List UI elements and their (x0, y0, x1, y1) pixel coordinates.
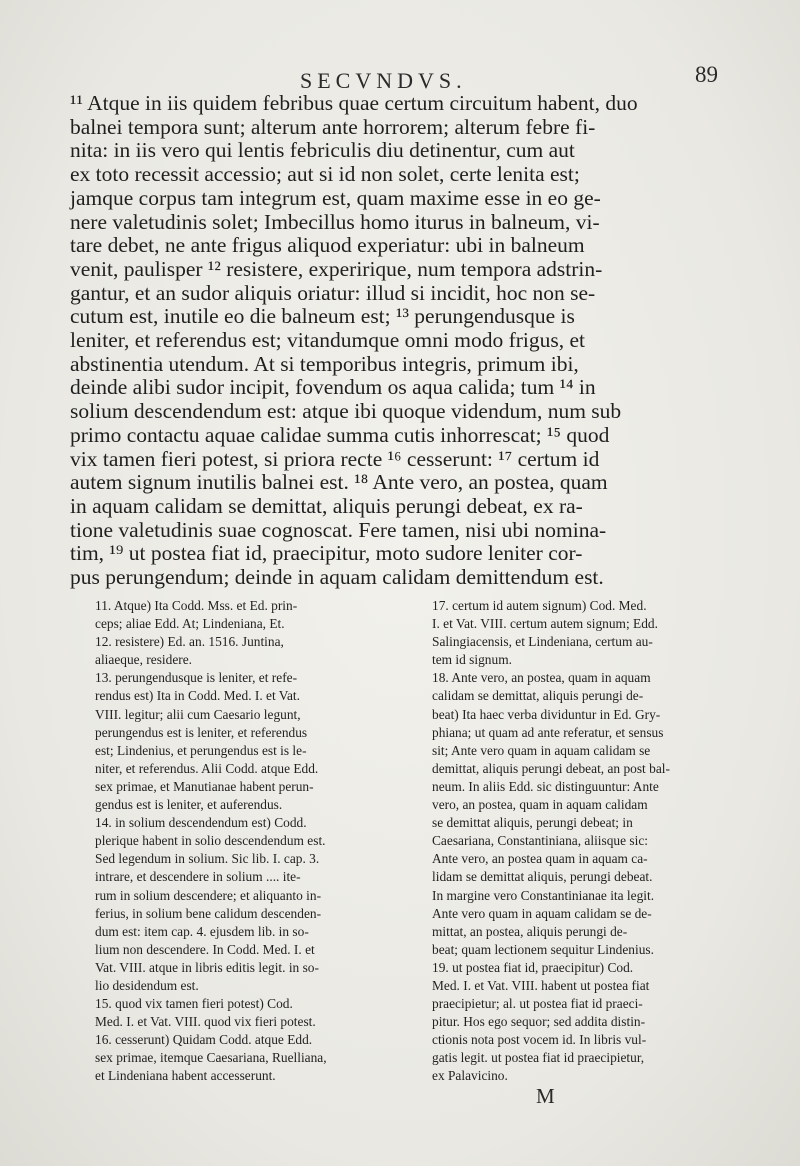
footnote-line: intrare, et descendere in solium .... ite- (95, 869, 301, 885)
main-text-line: jamque corpus tam integrum est, quam maxime esse in eo ge- (70, 185, 601, 210)
footnote-line: vero, an postea, quam in aquam calidam (432, 797, 648, 813)
main-text-line: ¹¹ Atque in iis quidem febribus quae certum circuitum habent, duo (70, 91, 638, 115)
footnote-line: mittat, an postea, aliquis perungi de- (432, 923, 628, 939)
main-text-line: cutum est, inutile eo die balneum est; ¹³ perungendusque is (70, 304, 575, 329)
footnote-line: beat; quam lectionem sequitur Lindenius. (432, 941, 654, 957)
footnote-line: ctionis nota post vocem id. In libris vul- (432, 1032, 647, 1048)
main-text-line: primo contactu aquae calidae summa cutis inhorrescat; ¹⁵ quod (70, 422, 610, 447)
main-text-line: tione valetudinis suae cognoscat. Fere tamen, nisi ubi nomina- (70, 517, 607, 542)
footnote-line: beat) Ita haec verba dividuntur in Ed. Gry- (432, 706, 661, 722)
footnote-line: sex primae, itemque Caesariana, Ruelliana, (95, 1050, 327, 1066)
footnote-line: calidam se demittat, aliquis perungi de- (432, 688, 644, 704)
main-text-line: vix tamen fieri potest, si priora recte ¹⁶ cesserunt: ¹⁷ certum id (70, 446, 600, 471)
footnote-line: ceps; aliae Edd. At; Lindeniana, Et. (95, 616, 285, 632)
footnote-line: perungendus est is leniter, et referendus (95, 724, 308, 740)
main-text-line: leniter, et referendus est; vitandumque omni modo frigus, et (70, 328, 586, 353)
main-text-line: tim, ¹⁹ ut postea fiat id, praecipitur, moto sudore leniter cor- (70, 541, 583, 566)
footnote-line: rendus est) Ita in Codd. Med. I. et Vat. (95, 688, 301, 704)
footnote-line: Sed legendum in solium. Sic lib. I. cap. 3. (95, 851, 320, 867)
footnote-line: sit; Ante vero quam in aquam calidam se (432, 742, 651, 758)
footnote-line: Salingiacensis, et Lindeniana, certum au- (432, 634, 653, 650)
footnote-line: Ante vero, an postea quam in aquam ca- (432, 851, 648, 867)
footnote-line: plerique habent in solio descendendum est. (95, 833, 326, 849)
footnotes-left-column (95, 597, 425, 1086)
footnote-line: demittat, aliquis perungi debeat, an post bal- (432, 760, 670, 776)
footnote-line: gatis legit. ut postea fiat id praecipietur, (432, 1050, 645, 1066)
main-text-line: tare debet, ne ante frigus aliquod experiatur: ubi in balneum (70, 233, 585, 258)
footnote-line: rum in solium descendere; et aliquanto in- (95, 887, 322, 903)
footnote-line: Caesariana, Constantiniana, aliisque sic: (432, 833, 649, 849)
main-text-line: autem signum inutilis balnei est. ¹⁸ Ante vero, an postea, quam (70, 470, 608, 495)
footnote-line: 13. perungendusque is leniter, et refe- (95, 670, 298, 686)
main-text-line: venit, paulisper ¹² resistere, experirique, num tempora adstrin- (70, 256, 603, 281)
footnote-line: Ante vero quam in aquam calidam se de- (432, 905, 652, 921)
footnote-line: Med. I. et Vat. VIII. habent ut postea fiat (432, 977, 650, 993)
running-title: SECVNDVS. (300, 68, 467, 93)
footnote-line: 17. certum id autem signum) Cod. Med. (432, 598, 647, 613)
footnote-line: lidam se demittat aliquis, perungi debeat. (432, 869, 653, 885)
main-text-line: nita: in iis vero qui lentis febriculis diu detinentur, cum aut (70, 138, 575, 163)
footnote-line: Vat. VIII. atque in libris editis legit. in so- (95, 959, 319, 975)
main-text-line: deinde alibi sudor incipit, fovendum os aqua calida; tum ¹⁴ in (70, 375, 596, 400)
footnote-line: sex primae, et Manutianae habent perun- (95, 778, 314, 794)
footnote-line: ferius, in solium bene calidum descenden- (95, 905, 322, 921)
footnote-line: phiana; ut quam ad ante referatur, et sensus (432, 724, 664, 740)
footnote-line: ex Palavicino. (432, 1068, 508, 1084)
footnote-line: et Lindeniana habent accesserunt. (95, 1068, 276, 1084)
footnote-line: 12. resistere) Ed. an. 1516. Juntina, (95, 634, 284, 650)
footnote-line: 18. Ante vero, an postea, quam in aquam (432, 670, 651, 686)
footnote-line: 15. quod vix tamen fieri potest) Cod. (95, 996, 293, 1012)
main-text-line: ex toto recessit accessio; aut si id non solet, certe lenita est; (70, 162, 580, 187)
footnote-line: aliaeque, residere. (95, 652, 193, 668)
footnote-line: tem id signum. (432, 652, 512, 668)
footnote-line: Med. I. et Vat. VIII. quod vix fieri potest. (95, 1014, 316, 1030)
footnote-line: In margine vero Constantinianae ita legit. (432, 887, 655, 903)
footnote-line: I. et Vat. VIII. certum autem signum; Edd. (432, 616, 658, 632)
footnote-line: lium non descendere. In Codd. Med. I. et (95, 941, 315, 957)
main-text-line: abstinentia utendum. At si temporibus integris, primum ibi, (70, 351, 579, 376)
main-text-line: in aquam calidam se demittat, aliquis perungi debeat, ex ra- (70, 493, 583, 518)
footnote-line: 19. ut postea fiat id, praecipitur) Cod. (432, 959, 634, 975)
footnote-line: niter, et referendus. Alii Codd. atque Edd. (95, 760, 319, 776)
footnote-line: 16. cesserunt) Quidam Codd. atque Edd. (95, 1032, 313, 1048)
footnote-line: dum est: item cap. 4. ejusdem lib. in so- (95, 923, 309, 939)
footnote-line: pitur. Hos ego sequor; sed addita distin- (432, 1014, 646, 1030)
page-number: 89 (695, 62, 718, 87)
footnote-line: 14. in solium descendendum est) Codd. (95, 815, 307, 831)
footnote-line: se demittat aliquis, perungi debeat; in (432, 815, 633, 831)
footnote-line: lio desidendum est. (95, 977, 199, 993)
main-text-line: pus perungendum; deinde in aquam calidam demittendum est. (70, 565, 604, 590)
main-text-line: solium descendendum est: atque ibi quoque videndum, num sub (70, 399, 622, 424)
footnote-line: neum. In aliis Edd. sic distinguuntur: Ante (432, 778, 659, 794)
footnotes-right-column (432, 597, 762, 1086)
main-text-line: balnei tempora sunt; alterum ante horrorem; alterum febre fi- (70, 114, 596, 139)
main-text-line: gantur, et an sudor aliquis oriatur: illud si incidit, hoc non se- (70, 280, 596, 305)
footnote-line: gendus est is leniter, et auferendus. (95, 797, 283, 813)
footnote-line: praecipietur; al. ut postea fiat id praeci- (432, 996, 643, 1012)
footnote-line: est; Lindenius, et perungendus est is le- (95, 742, 307, 758)
signature-mark: M (536, 1084, 555, 1108)
main-text-block (70, 92, 738, 590)
footnote-line: 11. Atque) Ita Codd. Mss. et Ed. prin- (95, 598, 298, 613)
main-text-line: nere valetudinis solet; Imbecillus homo iturus in balneum, vi- (70, 209, 600, 234)
running-head (0, 62, 800, 92)
footnote-line: VIII. legitur; alii cum Caesario legunt, (95, 706, 301, 722)
